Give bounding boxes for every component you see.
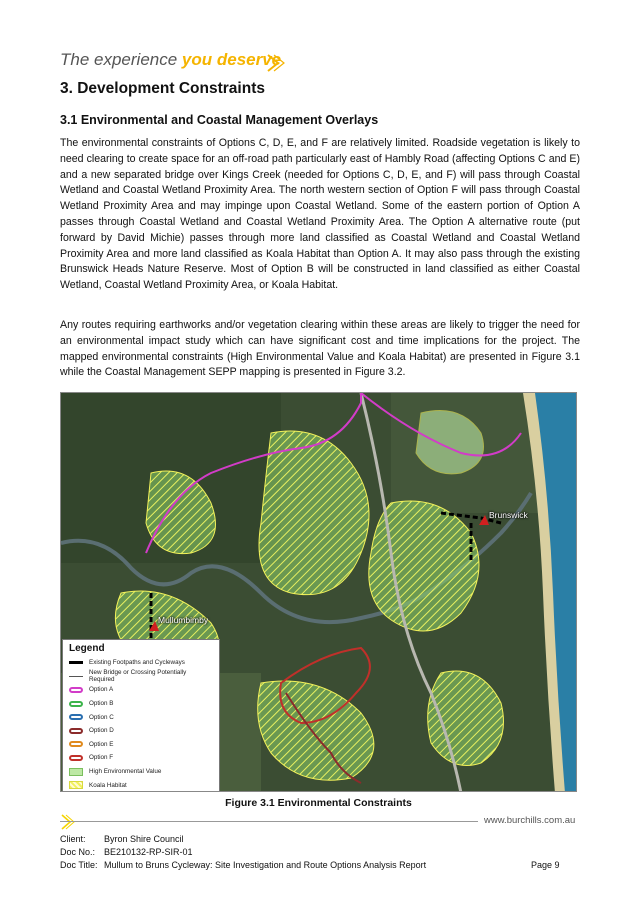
header-tagline <box>60 50 281 70</box>
legend-item-label: Option E <box>89 740 114 748</box>
legend-title: Legend <box>69 643 105 654</box>
footer-website: www.burchills.com.au <box>484 815 576 826</box>
legend-item <box>69 670 213 684</box>
footer-label: Doc No.: <box>60 847 96 857</box>
legend-item-label: Existing Footpaths and Cycleways <box>89 659 185 667</box>
route-swatch-icon <box>69 687 83 693</box>
route-swatch-icon <box>69 714 83 720</box>
section-title: 3. Development Constraints <box>60 80 265 97</box>
chevron-logo-icon <box>60 813 76 831</box>
tagline-part2: you deserve <box>181 50 282 69</box>
legend-item-label: Koala Habitat <box>89 781 127 789</box>
route-swatch-icon <box>69 701 83 707</box>
legend-item-label: Option A <box>89 686 114 694</box>
map-legend <box>62 639 220 792</box>
legend-item <box>69 724 213 738</box>
legend-item-label: New Bridge or Crossing Potentially Required <box>89 669 187 684</box>
route-swatch-icon <box>69 755 83 761</box>
legend-item <box>69 683 213 697</box>
legend-item <box>69 656 213 670</box>
legend-item <box>69 751 213 765</box>
environmental-constraints-map <box>60 392 577 792</box>
legend-item <box>69 778 213 792</box>
legend-item-label: Option C <box>89 713 114 721</box>
footer-label: Doc Title: <box>60 860 98 870</box>
map-label-mullumbimby: Mullumbimby <box>158 615 209 625</box>
footer-value: Byron Shire Council <box>104 834 184 844</box>
footer-client <box>60 834 184 844</box>
footer-divider <box>60 821 478 822</box>
legend-item-label: High Environmental Value <box>89 768 162 776</box>
legend-item <box>69 765 213 779</box>
legend-item <box>69 738 213 752</box>
route-swatch-icon <box>69 728 83 734</box>
footer-doc-title <box>60 860 426 870</box>
subsection-title: 3.1 Environmental and Coastal Management Overlays <box>60 113 379 127</box>
legend-item-label: Option B <box>89 700 114 708</box>
legend-item <box>69 697 213 711</box>
figure-caption: Figure 3.1 Environmental Constraints <box>225 797 412 809</box>
line-swatch-icon <box>69 676 83 677</box>
line-swatch-icon <box>69 661 83 664</box>
footer-doc-no <box>60 847 193 857</box>
legend-item-label: Option D <box>89 727 114 735</box>
legend-item-label: Option F <box>89 754 114 762</box>
tagline-part1: The experience <box>60 50 182 69</box>
chevron-logo-icon <box>265 52 287 74</box>
page-number: Page 9 <box>531 860 560 870</box>
route-swatch-icon <box>69 741 83 747</box>
area-swatch-icon <box>69 768 83 776</box>
hatch-swatch-icon <box>69 781 83 789</box>
footer-label: Client: <box>60 834 86 844</box>
map-label-brunswick: Brunswick <box>489 510 528 520</box>
footer-value: Mullum to Bruns Cycleway: Site Investigation and Route Options Analysis Report <box>104 860 427 870</box>
legend-item <box>69 710 213 724</box>
footer-value: BE210132-RP-SIR-01 <box>104 847 193 857</box>
body-paragraph: The environmental constraints of Options C, D, E, and F are relatively limited. Roadside vegetation is likely to need clearing to create space for an off-road path particularly east of Hambly Road (affecting Options C and E) and a new separated bridge over Kings Creek (needed for Options C, D, E, and F) will pass through Coastal Wetland and Coastal Wetland Proximity Area. The north western section of Option F will pass through Coastal Wetland Proximity Area and may impinge upon Coastal Wetland. Some of the eastern portion of Option A passes through Coastal Wetland and Coastal Wetland Proximity Area. The Option A alternative route (put forward by David Michie) passes through more land classified as Coastal Wetland and Coastal Wetland Proximity Area and more land classified as Koala Habitat than Option A. It may also pass through the existing Brunswick Heads Nature Reserve. Most of Option B will be constructed in land classified as either Coastal Wetland, Coastal Wetland Proximity Area, or Koala Habitat. <box>60 137 580 292</box>
body-paragraph: Any routes requiring earthworks and/or vegetation clearing within these areas are likely to trigger the need for an environmental impact study which can have significant cost and time implications for the project. The mapped environmental constraints (High Environmental Value and Koala Habitat) are presented in Figure 3.1 while the Coastal Management SEPP mapping is presented in Figure 3.2. <box>60 319 580 379</box>
